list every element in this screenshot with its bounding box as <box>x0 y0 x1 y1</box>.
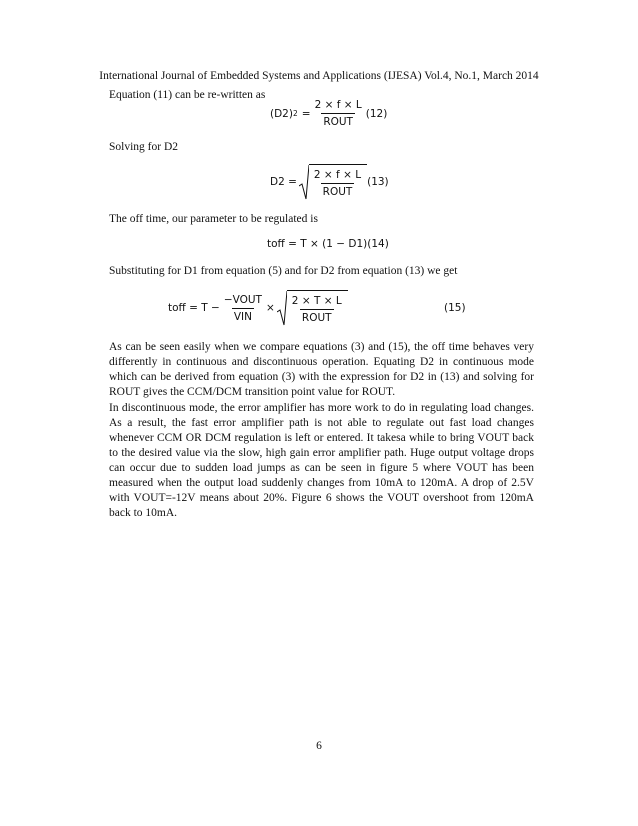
eq12-label: (12) <box>365 107 388 120</box>
paragraph-solving-d2: Solving for D2 <box>109 141 178 153</box>
eq15-lhs: toff = T − <box>168 302 220 314</box>
eq12-lhs: (D2) <box>270 107 293 120</box>
eq15-times: × <box>265 302 275 314</box>
eq13-numerator: 2 × f × L <box>313 169 362 181</box>
eq13-lhs: D2 = <box>270 176 297 188</box>
eq15-fraction-2 <box>290 295 344 324</box>
eq15-fraction-1 <box>222 294 264 323</box>
eq15-denominator-1: VIN <box>232 308 254 323</box>
eq12-exponent: 2 <box>292 109 298 118</box>
equation-12 <box>270 99 387 128</box>
eq13-fraction <box>312 169 363 198</box>
journal-header: International Journal of Embedded Systems and Applications (IJESA) Vol.4, No.1, March 2014 <box>99 70 539 82</box>
equation-15 <box>168 290 348 326</box>
eq15-denominator-2: ROUT <box>300 309 334 324</box>
eq12-fraction <box>313 99 364 128</box>
eq15-numerator-2: 2 × T × L <box>291 295 342 307</box>
page-number: 6 <box>316 740 322 752</box>
eq15-sqrt <box>277 290 348 326</box>
paragraph-intro-eq12: Equation (11) can be re-written as <box>109 89 266 101</box>
eq15-label: (15) <box>444 302 466 314</box>
eq13-label: (13) <box>367 176 389 188</box>
eq12-denominator: ROUT <box>321 113 355 128</box>
paragraph-off-time: The off time, our parameter to be regulated is <box>109 213 318 225</box>
sqrt-sign-icon <box>299 164 309 200</box>
paragraph-comparison: As can be seen easily when we compare equations (3) and (15), the off time behaves very differently in continuous and discontinuous operation. Equating D2 in continuous mode which can be derived from equation (3) with the expression for D2 in (13) and solving for ROUT gives the CCM/DCM transition point value for ROUT. <box>109 341 534 398</box>
sqrt-sign-icon <box>277 290 287 326</box>
eq13-denominator: ROUT <box>321 183 355 198</box>
paragraph-substituting: Substituting for D1 from equation (5) and for D2 from equation (13) we get <box>109 265 458 277</box>
eq15-numerator-1: −VOUT <box>223 293 262 306</box>
equation-13 <box>270 164 389 200</box>
paragraph-discontinuous-mode: In discontinuous mode, the error amplifier has more work to do in regulating load changes. As a result, the fast error amplifier path is not able to regulate out fast load changes whenever CCM OR DCM regulation is left or entered. It takesa while to bring VOUT back to the desired value via the slow, high gain error amplifier path. Huge output voltage drops can occur due to sudden load jumps as can be seen in figure 5 where VOUT has been measured when the output load suddenly changes from 10mA to 120mA. A drop of 2.5V with VOUT=-12V means about 20%. Figure 6 shows the VOUT overshoot from 120mA back to 10mA. <box>109 402 534 519</box>
eq12-equals: = <box>301 107 311 120</box>
equation-14: toff = T × (1 − D1)(14) <box>267 238 389 250</box>
eq12-numerator: 2 × f × L <box>314 99 362 111</box>
eq13-sqrt <box>299 164 367 200</box>
